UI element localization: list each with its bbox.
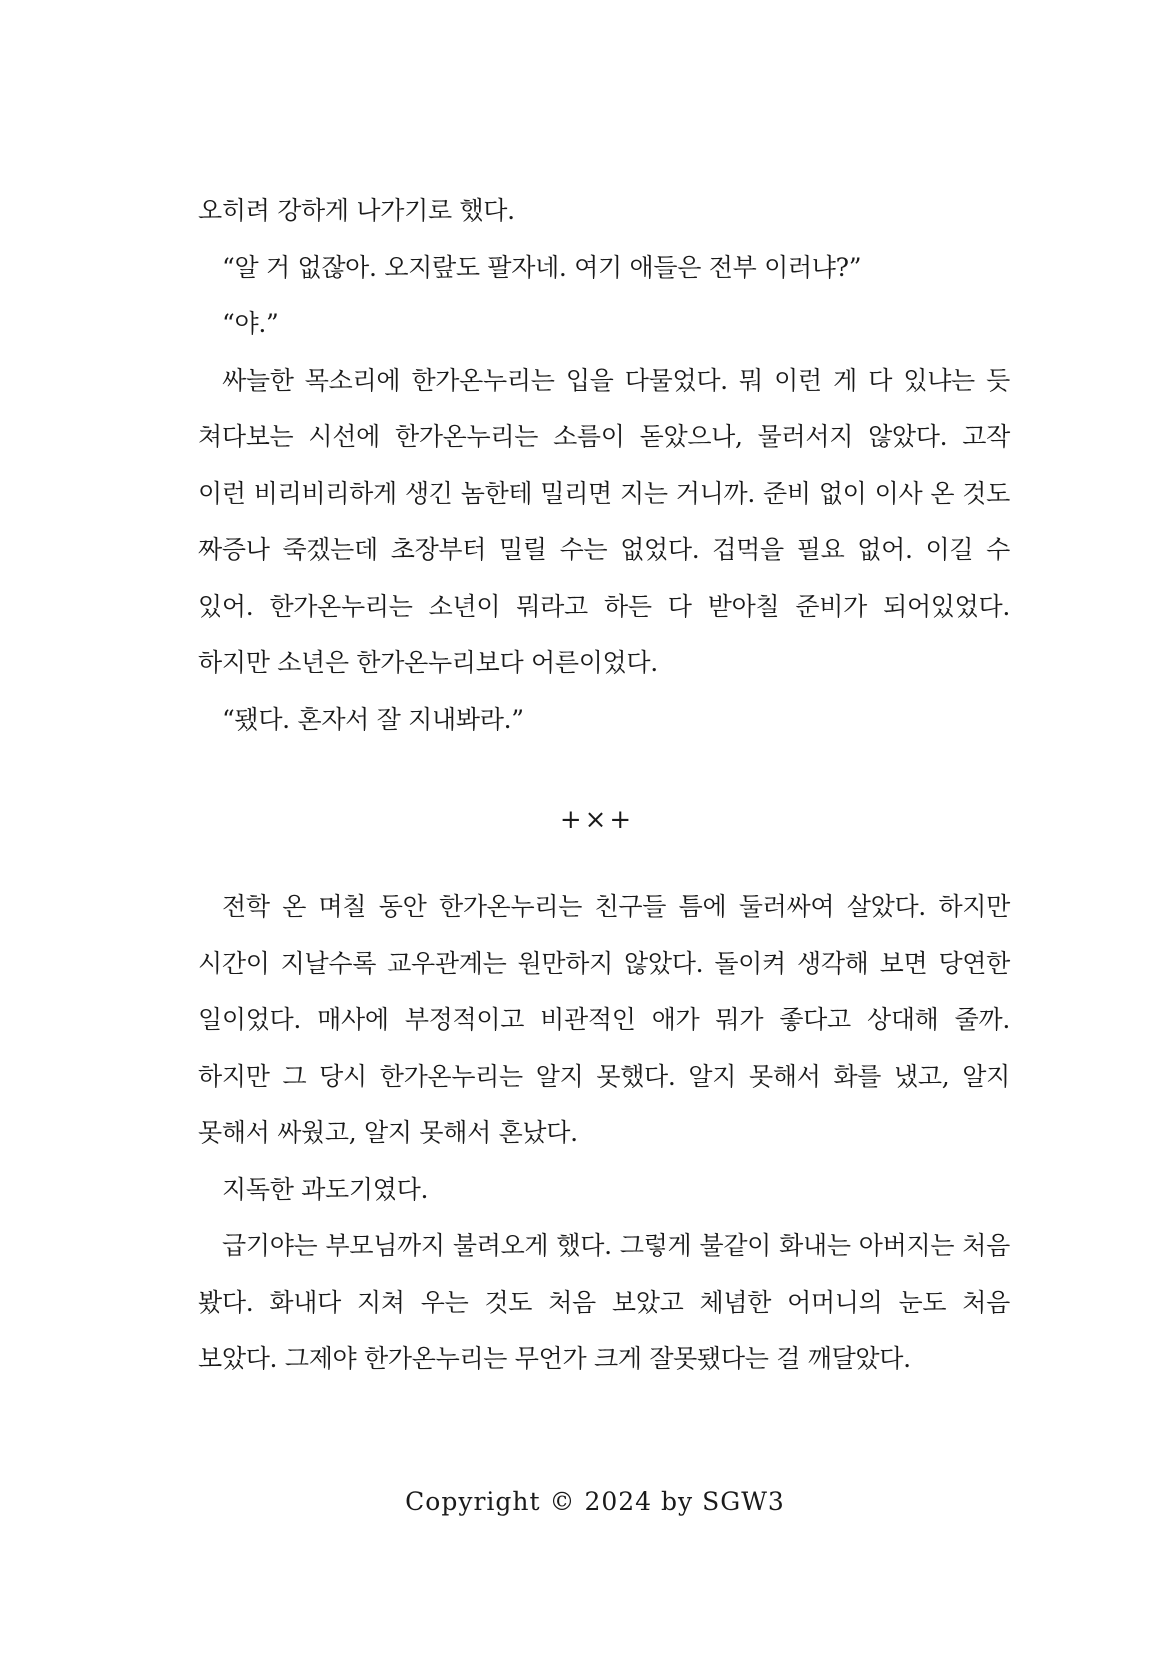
copyright-footer: Copyright © 2024 by SGW3 bbox=[405, 1487, 785, 1516]
paragraph: 전학 온 며칠 동안 한가온누리는 친구들 틈에 둘러싸여 살았다. 하지만 시간이 지날수록 교우관계는 원만하지 않았다. 돌이켜 생각해 보면 당연한 일이었다. 매사에 부정적이고 비관적인 애가 뭐가 좋다고 상대해 줄까. 하지만 그 당시 한가온누리는 알지 못했다. 알지 못해서 화를 냈고, 알지 못해서 싸웠고, 알지 못해서 혼났다. bbox=[198, 892, 1010, 1147]
paragraph: 싸늘한 목소리에 한가온누리는 입을 다물었다. 뭐 이런 게 다 있냐는 듯 쳐다보는 시선에 한가온누리는 소름이 돋았으나, 물러서지 않았다. 고작 이런 비리비리하게 생긴 놈한테 밀리면 지는 거니까. 준비 없이 이사 온 것도 짜증나 죽겠는데 초장부터 밀릴 수는 없었다. 겁먹을 필요 없어. 이길 수 있어. 한가온누리는 소년이 뭐라고 하든 다 받아칠 준비가 되어있었다. 하지만 소년은 한가온누리보다 어른이었다. bbox=[198, 365, 1010, 677]
dialogue-line: “야.” bbox=[222, 309, 279, 338]
paragraph: 오히려 강하게 나가기로 했다. bbox=[198, 196, 515, 225]
dialogue-line: “됐다. 혼자서 잘 지내봐라.” bbox=[222, 704, 524, 734]
paragraph: 급기야는 부모님까지 불려오게 했다. 그렇게 불같이 화내는 아버지는 처음 봤다. 화내다 지쳐 우는 것도 처음 보았고 체념한 어머니의 눈도 처음 보았다. 그제야 한가온누리는 무언가 크게 잘못됐다는 걸 깨달았다. bbox=[198, 1231, 1010, 1373]
section-2 bbox=[198, 879, 1010, 1388]
dialogue-line: “알 거 없잖아. 오지랖도 팔자네. 여기 애들은 전부 이러냐?” bbox=[222, 252, 862, 282]
paragraph: 지독한 과도기였다. bbox=[222, 1174, 429, 1204]
scene-break: +×+ bbox=[559, 805, 635, 835]
section-1 bbox=[198, 183, 1010, 748]
